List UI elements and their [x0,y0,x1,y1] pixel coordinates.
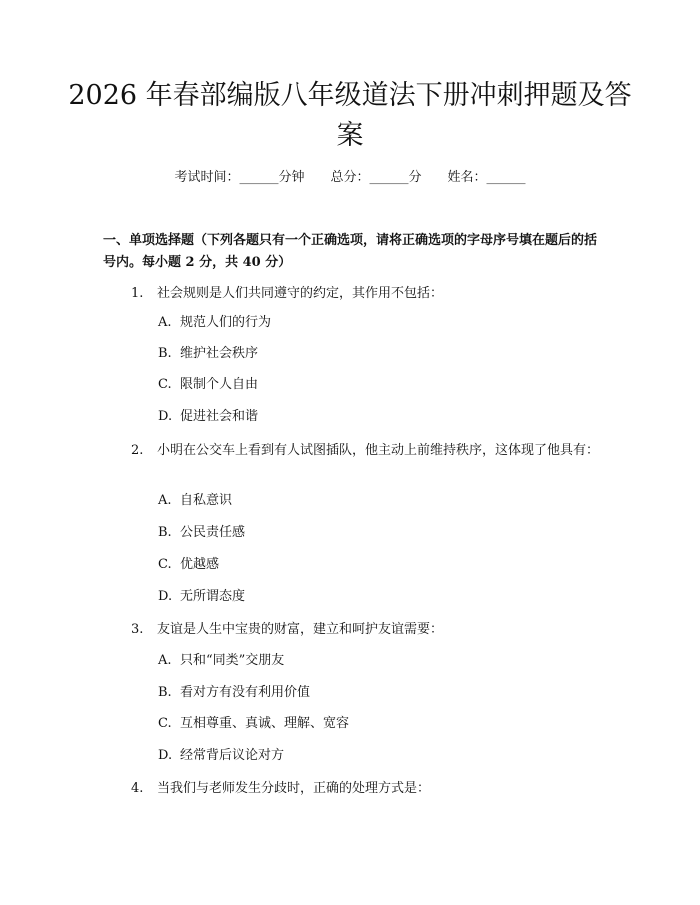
question-2-option-a [158,491,598,511]
question-3-option-b [158,683,598,703]
question-3-option-d [158,746,598,766]
option-text: 公民责任感 [180,525,246,540]
option-text: 互相尊重、真诚、理解、宽容 [180,716,350,731]
option-letter: C. [158,377,172,392]
option-text: 经常背后议论对方 [180,748,285,763]
question-number: 1. [131,286,144,301]
option-text: 优越感 [180,557,220,572]
question-number: 3. [131,622,144,637]
question-4 [103,777,603,801]
option-letter: D. [158,748,173,763]
question-2-option-d [158,587,598,607]
option-text: 无所谓态度 [180,589,246,604]
question-1-option-d [158,407,598,427]
student-name-blank: ______ [486,170,526,185]
exam-time-unit: 分钟 [278,170,305,185]
total-score-unit: 分 [408,170,422,185]
question-3-option-c [158,714,598,734]
question-1-option-c [158,375,598,395]
question-number: 2. [131,443,144,458]
question-text: 当我们与老师发生分歧时，正确的处理方式是： [157,781,431,796]
question-3 [103,618,603,642]
option-letter: A. [158,653,172,668]
option-letter: D. [158,409,173,424]
question-2-option-b [158,523,598,543]
question-3-option-a [158,651,598,671]
option-letter: B. [158,346,172,361]
question-text: 社会规则是人们共同遵守的约定，其作用不包括： [157,286,444,301]
option-text: 维护社会秩序 [180,346,259,361]
option-letter: B. [158,685,172,700]
total-score-label: 总分： [330,170,370,185]
option-text: 促进社会和谐 [180,409,259,424]
option-text: 只和“同类”交朋友 [180,653,285,668]
total-score-blank: ______ [369,170,409,185]
exam-time-blank: ______ [239,170,279,185]
question-1 [103,282,603,306]
exam-info-line [0,168,700,188]
question-text: 友谊是人生中宝贵的财富，建立和呵护友谊需要： [157,622,444,637]
option-letter: D. [158,589,173,604]
option-letter: B. [158,525,172,540]
option-letter: C. [158,557,172,572]
option-text: 看对方有没有利用价值 [180,685,311,700]
option-text: 自私意识 [180,493,233,508]
option-letter: A. [158,493,172,508]
question-2 [103,439,603,463]
question-2-option-c [158,555,598,575]
option-text: 限制个人自由 [180,377,259,392]
question-1-option-b [158,344,598,364]
question-text: 小明在公交车上看到有人试图插队，他主动上前维持秩序，这体现了他具有： [157,443,600,458]
option-letter: A. [158,315,172,330]
option-letter: C. [158,716,172,731]
question-number: 4. [131,781,144,796]
document-title: 2026 年春部编版八年级道法下册冲刺押题及答案 [68,80,632,151]
option-text: 规范人们的行为 [180,315,272,330]
question-1-option-a [158,313,598,333]
student-name-label: 姓名： [447,170,487,185]
section-heading: 一、单项选择题（下列各题只有一个正确选项，请将正确选项的字母序号填在题后的括号内。每小题 2 分，共 40 分） [103,233,598,270]
exam-time-label: 考试时间： [174,170,240,185]
